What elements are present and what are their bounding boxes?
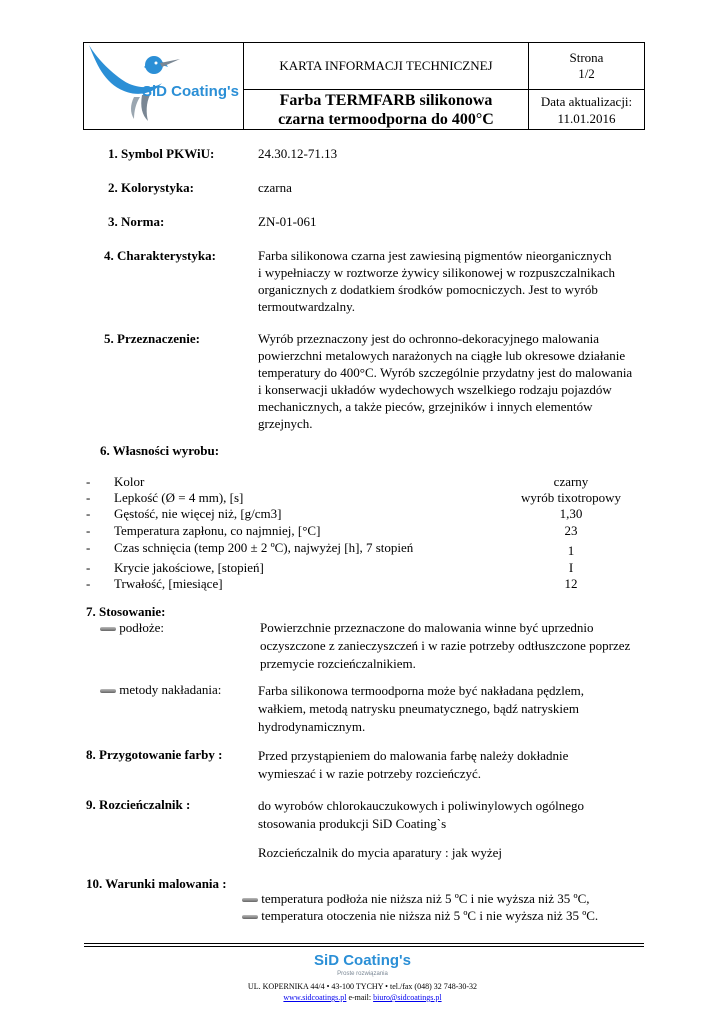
update-label: Data aktualizacji: — [540, 93, 633, 109]
property-name: Czas schnięcia (temp 200 ± 2 ºC), najwyżej [h], 7 stopień — [114, 540, 414, 555]
section-9-text — [258, 797, 584, 833]
section-8-line: Przed przystąpieniem do malowania farbę należy dokładnie — [258, 748, 569, 763]
update-value: 11.01.2016 — [557, 110, 616, 126]
section-5-line: temperatury do 400°C. Wyrób szczególnie przydatny jest do malowania — [258, 365, 633, 380]
property-dash: - — [86, 540, 91, 555]
section-5-line: grzejnych. — [258, 416, 313, 431]
section-7-sub2-text — [258, 682, 584, 736]
product-title — [244, 90, 528, 129]
property-row — [86, 490, 646, 506]
property-value: 1 — [567, 543, 575, 558]
section-9-line: stosowania produkcji SiD Coating`s — [258, 816, 447, 831]
section-8-line: wymieszać i w razie potrzeby rozcieńczyć. — [258, 766, 482, 781]
footer-divider — [84, 943, 644, 944]
property-value: I — [568, 560, 574, 575]
section-8-text — [258, 747, 568, 783]
property-row — [86, 560, 646, 576]
section-4-line: termoutwardzalny. — [258, 299, 355, 314]
section-8-label: 8. Przygotowanie farby : — [86, 747, 223, 762]
section-9-line: do wyrobów chlorokauczukowych i poliwinylowych ogólnego — [258, 798, 585, 813]
email-link[interactable]: biuro@sidcoatings.pl — [373, 993, 442, 1002]
property-value: 12 — [564, 576, 578, 591]
property-value: wyrób tixotropowy — [520, 490, 622, 505]
section-7-sub1-line: Powierzchnie przeznaczone do malowania winne być uprzednio — [260, 620, 594, 635]
section-7-sub1-line: oczyszczone z zanieczyszczeń i w razie potrzeby odtłuszczone poprzez — [260, 638, 631, 653]
section-1-value: 24.30.12-71.13 — [258, 146, 338, 161]
property-row — [86, 474, 646, 490]
property-row — [86, 523, 646, 540]
footer-divider — [84, 946, 644, 947]
footer-address: UL. KOPERNIKA 44/4 • 43-100 TYCHY • tel./fax (048) 32 748-30-32 — [247, 982, 478, 991]
section-2-label: 2. Kolorystyka: — [108, 180, 194, 195]
section-9-extra: Rozcieńczalnik do mycia aparatury : jak wyżej — [258, 845, 503, 860]
property-row — [86, 576, 646, 592]
property-dash: - — [86, 523, 91, 538]
section-7-sub2 — [100, 682, 221, 698]
section-7-label: 7. Stosowanie: — [86, 604, 166, 619]
property-row — [86, 540, 646, 560]
property-dash: - — [86, 576, 91, 591]
section-4-line: organicznych z dodatkiem środków pomocniczych. Jest to wyrób — [258, 282, 598, 297]
section-7-sub2-line: Farba silikonowa termoodporna może być nakładana pędzlem, — [258, 683, 584, 698]
section-10-item-text: temperatura otoczenia nie niższa niż 5 ºC i nie wyższa niż 35 ºC. — [261, 908, 599, 923]
section-4-label: 4. Charakterystyka: — [104, 248, 216, 263]
section-10-label: 10. Warunki malowania : — [86, 876, 227, 891]
section-10-item — [242, 890, 598, 907]
section-7-sub2-line: hydrodynamicznym. — [258, 719, 366, 734]
section-7-sub1-text — [260, 619, 630, 673]
product-title-line1: Farba TERMFARB silikonowa — [279, 91, 493, 109]
property-value: czarny — [553, 474, 589, 489]
header-table — [83, 42, 645, 130]
property-row — [86, 506, 646, 523]
dash-bullet-icon — [242, 915, 258, 919]
footer-tagline: Proste rozwiązania — [337, 971, 388, 977]
section-1-label: 1. Symbol PKWiU: — [108, 146, 215, 161]
section-4-text — [258, 247, 646, 315]
section-5-line: powierzchni metalowych narażonych na ciągłe lub okresowe działanie — [258, 348, 626, 363]
page-indicator — [529, 43, 644, 89]
page-label: Strona — [569, 50, 604, 65]
dash-bullet-icon — [100, 627, 116, 631]
section-5-line: mechanicznych, a także pieców, grzejników i innych elementów — [258, 399, 593, 414]
section-5-label: 5. Przeznaczenie: — [104, 331, 201, 346]
property-value: 23 — [564, 523, 578, 538]
property-name: Lepkość (Ø = 4 mm), [s] — [114, 490, 244, 505]
section-7-sub1-label: podłoże: — [119, 620, 165, 635]
properties-list — [86, 474, 646, 592]
dash-bullet-icon — [242, 898, 258, 902]
doc-type: KARTA INFORMACJI TECHNICZNEJ — [279, 58, 493, 73]
section-7-sub1 — [100, 620, 164, 636]
section-4-line: Farba silikonowa czarna jest zawiesiną pigmentów nieorganicznych — [258, 248, 612, 263]
section-2-value: czarna — [258, 180, 292, 195]
section-5-line: i konserwacji układów wydechowych wszelkiego rodzaju pojazdów — [258, 382, 612, 397]
property-name: Krycie jakościowe, [stopień] — [114, 560, 264, 575]
property-name: Kolor — [114, 474, 145, 489]
property-name: Gęstość, nie więcej niż, [g/cm3] — [114, 506, 282, 521]
email-label: e-mail: — [348, 993, 372, 1002]
footer-logo: SiD Coating's — [314, 952, 411, 969]
section-10-item — [242, 907, 598, 924]
update-date — [529, 90, 644, 129]
section-4-line: i wypełniaczy w roztworze żywicy silikonowej w rozpuszczalnikach — [258, 265, 616, 280]
section-10-list — [242, 890, 598, 924]
section-5-line: Wyrób przeznaczony jest do ochronno-dekoracyjnego malowania — [258, 331, 600, 346]
property-dash: - — [86, 474, 91, 489]
section-3-value: ZN-01-061 — [258, 214, 317, 229]
footer-contact — [0, 993, 725, 1002]
product-title-line2: czarna termoodporna do 400°C — [278, 110, 494, 128]
section-7-sub2-label: metody nakładania: — [119, 682, 222, 697]
property-name: Trwałość, [miesiące] — [114, 576, 223, 591]
page-value: 1/2 — [578, 66, 595, 81]
section-3-label: 3. Norma: — [108, 214, 165, 229]
section-6-label: 6. Własności wyrobu: — [100, 443, 220, 458]
dash-bullet-icon — [100, 689, 116, 693]
property-name: Temperatura zapłonu, co najmniej, [°C] — [114, 523, 321, 538]
property-dash: - — [86, 490, 91, 505]
section-5-text — [258, 330, 646, 432]
section-9-label: 9. Rozcieńczalnik : — [86, 797, 191, 812]
logo-text: SiD Coating's — [142, 83, 239, 100]
property-value: 1,30 — [559, 506, 583, 521]
property-dash: - — [86, 560, 91, 575]
section-10-item-text: temperatura podłoża nie niższa niż 5 ºC i nie wyższa niż 35 ºC, — [261, 891, 590, 906]
company-logo — [84, 43, 243, 129]
property-dash: - — [86, 506, 91, 521]
section-7-sub1-line: przemycie rozcieńczalnikiem. — [260, 656, 416, 671]
section-7-sub2-line: wałkiem, metodą natrysku pneumatycznego, bądź natryskiem — [258, 701, 579, 716]
website-link[interactable]: www.sidcoatings.pl — [283, 993, 347, 1002]
